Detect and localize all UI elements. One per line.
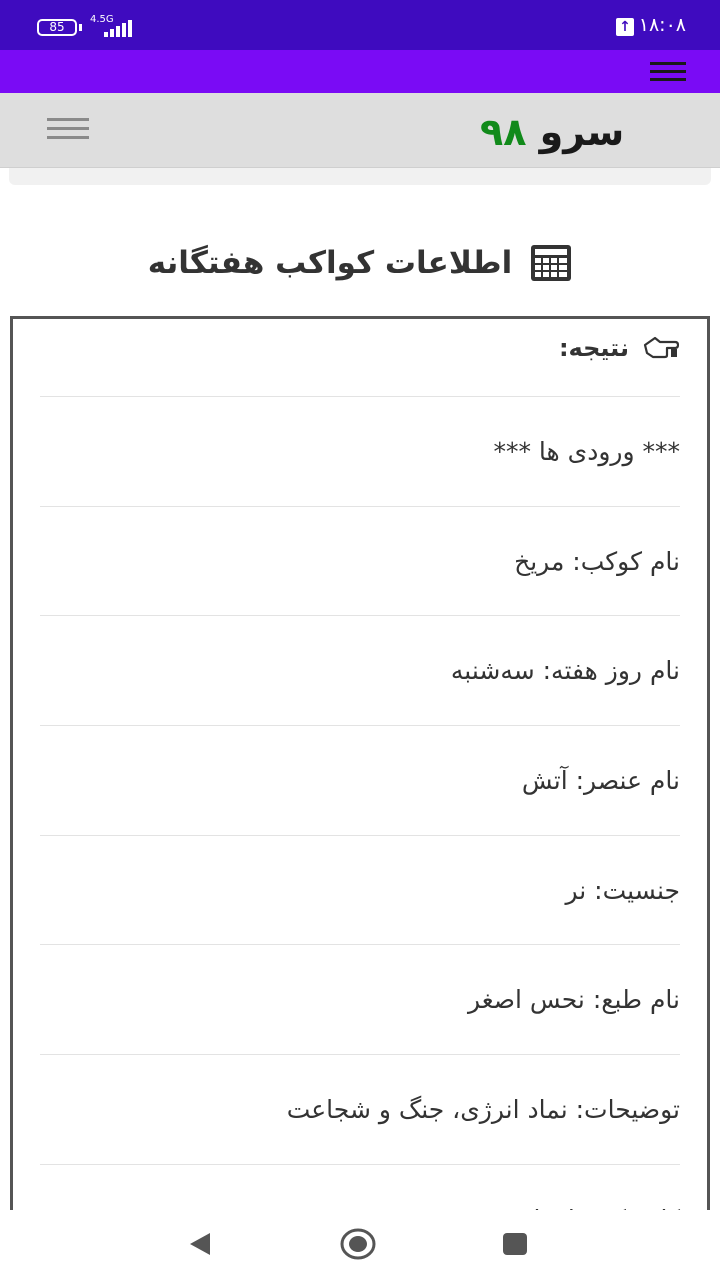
hand-pointer-icon [643,333,679,363]
page-title-row [0,238,720,288]
recents-icon[interactable] [501,1231,529,1261]
home-icon[interactable] [339,1227,377,1265]
upload-icon: ↑ [616,18,634,36]
site-logo[interactable] [480,110,624,160]
battery-tip [79,24,82,31]
result-list [40,396,680,1274]
list-item-text: نام طبع: نحس اصغر [467,985,680,1015]
result-label: نتیجه: [558,334,629,362]
list-item-text: *** ورودی ها *** [493,436,680,466]
list-item [40,615,680,725]
list-item-text: نام کوکب: مریخ [514,546,680,576]
result-panel [10,316,710,1280]
logo-text: سرو [539,110,625,154]
list-item [40,506,680,616]
app-bar [0,50,720,93]
result-header [559,331,679,365]
list-item [40,725,680,835]
network-type: 4.5G [90,14,114,25]
page-title: اطلاعات کواکب هفتگانه [147,245,513,281]
calculator-icon [530,244,572,282]
list-item [40,1054,680,1164]
list-item [40,944,680,1054]
status-bar [0,0,720,50]
list-item-text: توضیحات: نماد انرژی، جنگ و شجاعت [286,1094,680,1124]
menu-icon[interactable] [650,62,686,82]
clock: ۱۸:۰۸ [638,14,686,36]
list-item-text: نام روز هفته: سه‌شنبه [450,656,680,686]
list-item [40,396,680,506]
battery-icon [37,19,77,36]
header-shadow-strip [9,168,711,185]
list-item-text: نام عنصر: آتش [521,765,680,795]
battery-level: 85 [49,20,65,34]
system-nav-bar [0,1210,720,1280]
signal-icon [96,19,138,37]
list-item-text: جنسیت: نر [565,875,680,905]
list-item [40,835,680,945]
logo-number: ۹۸ [480,110,527,154]
back-icon[interactable] [186,1230,214,1262]
nav-toggle-icon[interactable] [47,118,89,142]
